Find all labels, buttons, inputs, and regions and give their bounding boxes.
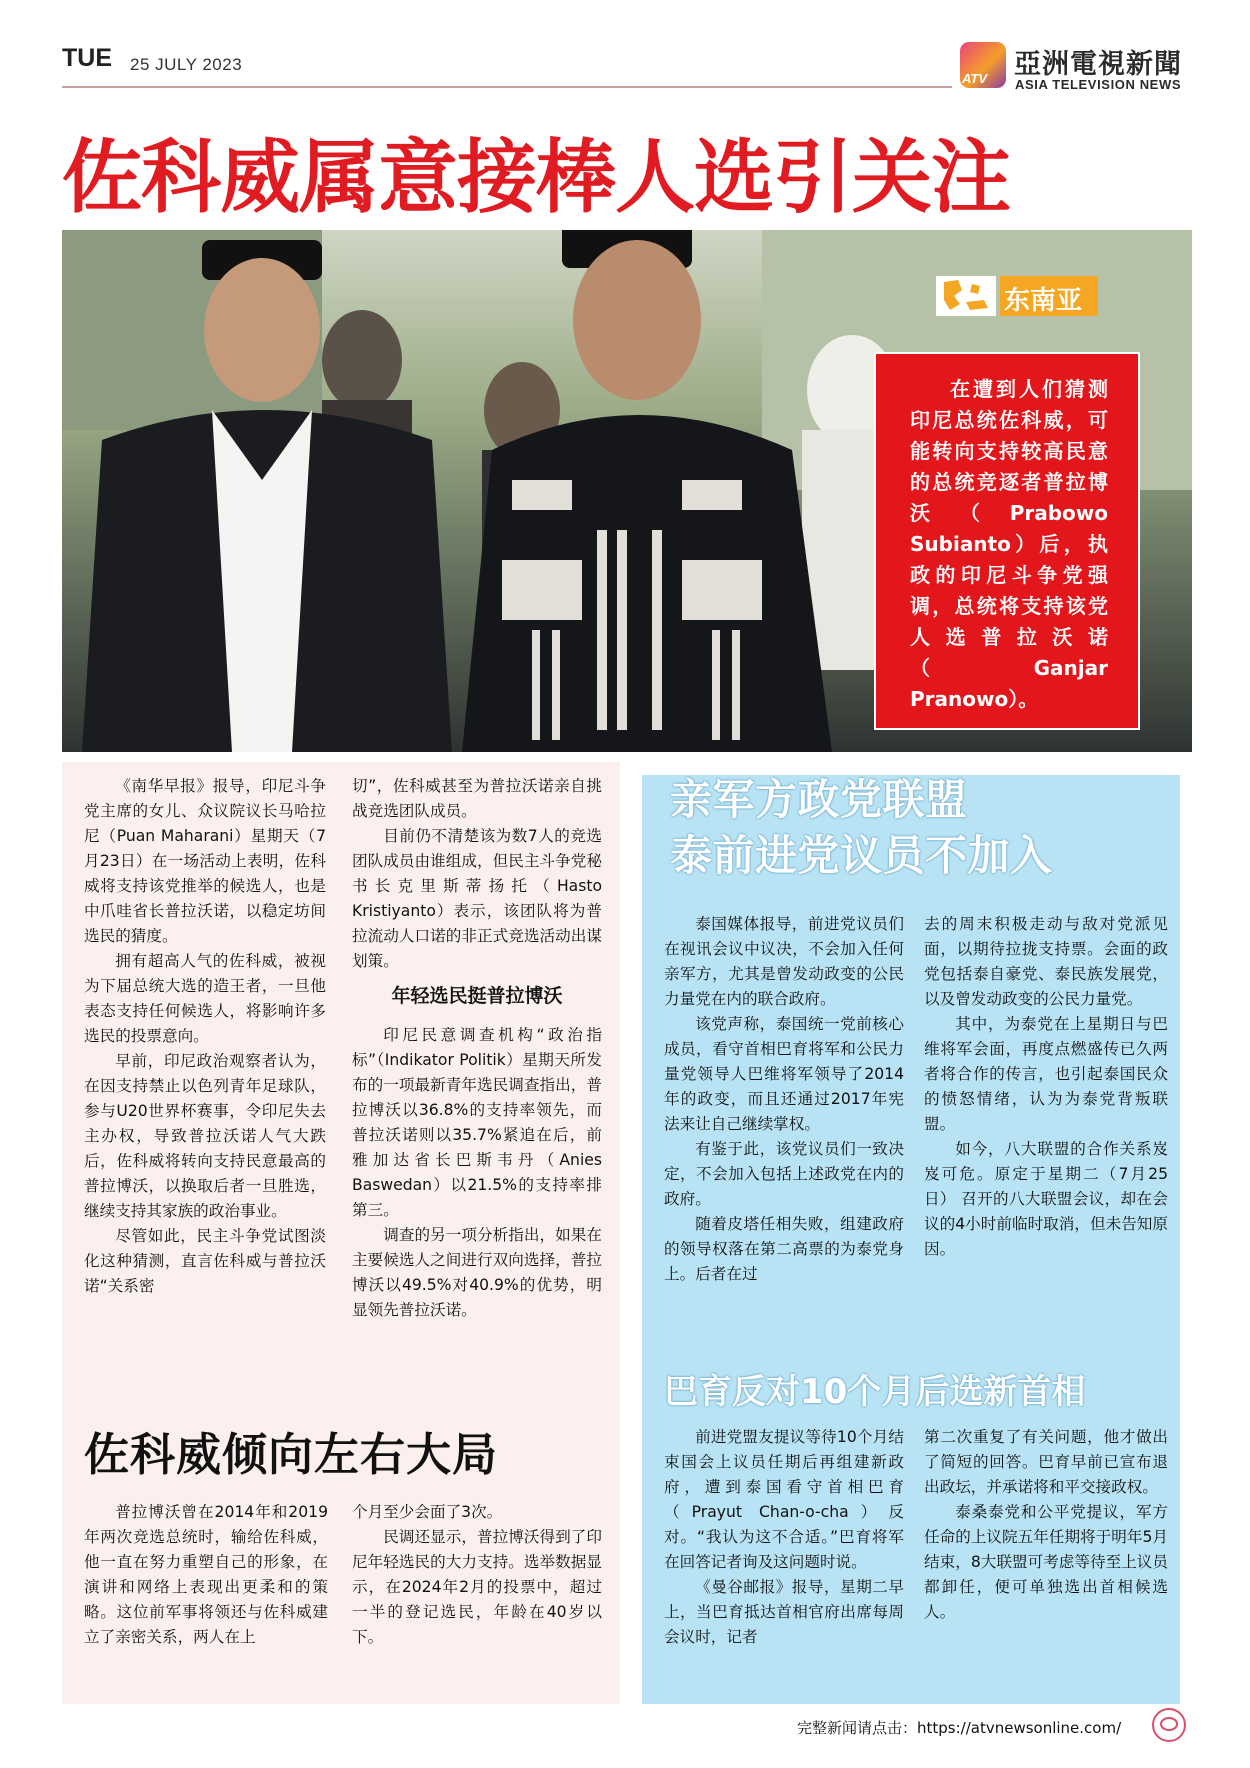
paragraph: 个月至少会面了3次。 — [352, 1503, 503, 1521]
paragraph: 《南华早报》报导，印尼斗争党主席的女儿、众议院议长马哈拉尼（Puan Maharani）星期天（7月23日）在一场活动上表明，佐科威将支持该党推举的候选人，也是中爪哇省长普拉沃诺，以稳定坊间选民的猜度。 — [84, 777, 326, 945]
header-divider — [62, 86, 952, 88]
section-badge — [936, 276, 1098, 316]
right-headline — [670, 772, 1170, 884]
atv-logo-icon — [960, 42, 1006, 88]
second-article-col1 — [84, 1500, 328, 1650]
paragraph: 去的周末积极走动与敌对党派见面，以期待拉拢支持票。会面的政党包括泰自豪党、泰民族发展党，以及曾发动政变的公民力量党。 — [924, 915, 1168, 1008]
footer-link[interactable]: 完整新闻请点击：https://atvnewsonline.com/ — [797, 1719, 1122, 1737]
paragraph: 调查的另一项分析指出，如果在主要候选人之间进行双向选择，普拉博沃以49.5%对40.9%的优势，明显领先普拉沃诺。 — [352, 1226, 602, 1319]
paragraph: 《曼谷邮报》报导，星期二早上，当巴育抵达首相官府出席每周会议时，记者 — [664, 1578, 904, 1646]
globe-icon[interactable] — [1152, 1708, 1186, 1742]
paragraph: 民调还显示，普拉博沃得到了印尼年轻选民的大力支持。选举数据显示，在2024年2月的投票中，超过一半的登记选民，年龄在40岁以下。 — [352, 1528, 602, 1646]
paragraph: 如今，八大联盟的合作关系岌岌可危。原定于星期二（7月25日） 召开的八大联盟会议，却在会议的4小时前临时取消，但未告知原因。 — [924, 1140, 1168, 1258]
section-badge-label: 东南亚 — [1004, 286, 1083, 316]
paragraph: 拥有超高人气的佐科威，被视为下届总统大选的造王者，一旦他表态支持任何候选人，将影响许多选民的投票意向。 — [84, 952, 326, 1045]
paragraph: 第二次重复了有关问题，他才做出了简短的回答。巴育早前已宣布退出政坛，并承诺将和平交接政权。 — [924, 1428, 1168, 1496]
right-article-col1 — [664, 912, 904, 1287]
second-headline: 佐科威倾向左右大局 — [84, 1428, 499, 1481]
logo-english-name: ASIA TELEVISION NEWS — [1015, 77, 1182, 92]
paragraph: 其中，为泰党在上星期日与巴维将军会面，再度点燃盛传已久两者将合作的传言，也引起泰国民众的愤怒情绪，认为为泰党背叛联盟。 — [924, 1015, 1168, 1133]
paragraph: 切”，佐科威甚至为普拉沃诺亲自挑战竞选团队成员。 — [352, 777, 602, 820]
paragraph: 印尼民意调查机构“政治指标”（Indikator Politik）星期天所发布的一项最新青年选民调查指出，普拉博沃以36.8%的支持率领先，而普拉沃诺则以35.7%紧追在后，前雅加达省长巴斯韦丹（Anies Baswedan）以21.5%的支持率排第三。 — [352, 1026, 602, 1219]
paragraph: 普拉博沃曾在2014年和2019年两次竞选总统时，输给佐科威，他一直在努力重塑自己的形象，在演讲和网络上表现出更柔和的策略。这位前军事将领还与佐科威建立了亲密关系，两人在上 — [84, 1503, 328, 1646]
paragraph: 有鉴于此，该党议员们一致决定，不会加入包括上述政党在内的政府。 — [664, 1140, 904, 1208]
right-headline-line1: 亲军方政党联盟 — [670, 775, 968, 824]
date-label: 25 JULY 2023 — [130, 55, 243, 74]
second-article-col2 — [352, 1500, 602, 1650]
paragraph: 前进党盟友提议等待10个月结束国会上议员任期后再组建新政府，遭到泰国看守首相巴育（Prayut Chan-o-cha）反对。“我认为这不合适。”巴育将军在回答记者询及这问题时说。 — [664, 1428, 904, 1571]
logo-mark: ATV — [962, 71, 988, 86]
paragraph: 随着皮塔任相失败，组建政府的领导权落在第二高票的为泰党身上。后者在过 — [664, 1215, 904, 1283]
main-headline: 佐科威属意接棒人选引关注 — [62, 131, 1010, 224]
right-article2-col1 — [664, 1425, 904, 1650]
right-article2-col2 — [924, 1425, 1168, 1625]
paragraph: 目前仍不清楚该为数7人的竞选团队成员由谁组成，但民主斗争党秘书长克里斯蒂扬托（Hasto Kristiyanto）表示，该团队将为普拉流动人口诺的非正式竞选活动出谋划策。 — [352, 827, 602, 970]
right-headline-line2: 泰前进党议员不加入 — [670, 831, 1053, 880]
southeast-asia-map-icon — [936, 276, 996, 316]
paragraph: 尽管如此，民主斗争党试图淡化这种猜测，直言佐科威与普拉沃诺“关系密 — [84, 1227, 326, 1295]
lead-text: 在遭到人们猜测印尼总统佐科威，可能转向支持较高民意的总统竞逐者普拉博沃（Prabowo Subianto）后，执政的印尼斗争党强调，总统将支持该党人选普拉沃诺（Ganjar Pranowo）。 — [910, 377, 1108, 711]
left-article-col1 — [84, 774, 326, 1299]
right-headline-2: 巴育反对10个月后选新首相 — [664, 1372, 1086, 1412]
lead-box — [874, 352, 1140, 730]
paragraph: 该党声称，泰国统一党前核心成员，看守首相巴育将军和公民力量党领导人巴维将军领导了2014年的政变，而且还通过2017年宪法来让自己继续掌权。 — [664, 1015, 904, 1133]
day-label: TUE — [62, 44, 112, 72]
logo-chinese-name: 亞洲電視新聞 — [1014, 49, 1182, 80]
paragraph: 泰国媒体报导，前进党议员们在视讯会议中议决，不会加入任何亲军方，尤其是曾发动政变的公民力量党在内的联合政府。 — [664, 915, 904, 1008]
paragraph: 泰桑泰党和公平党提议，军方任命的上议院五年任期将于明年5月结束，8大联盟可考虑等待至上议员都卸任，便可单独选出首相候选人。 — [924, 1503, 1168, 1621]
paragraph: 早前，印尼政治观察者认为，在因支持禁止以色列青年足球队，参与U20世界杯赛事，令印尼失去主办权，导致普拉沃诺人气大跌后，佐科威将转向支持民意最高的普拉博沃，以换取后者一旦胜选，继续支持其家族的政治事业。 — [84, 1052, 326, 1220]
left-article-col2 — [352, 774, 602, 1323]
subheading: 年轻选民挺普拉博沃 — [391, 985, 563, 1007]
right-article-col2 — [924, 912, 1168, 1262]
